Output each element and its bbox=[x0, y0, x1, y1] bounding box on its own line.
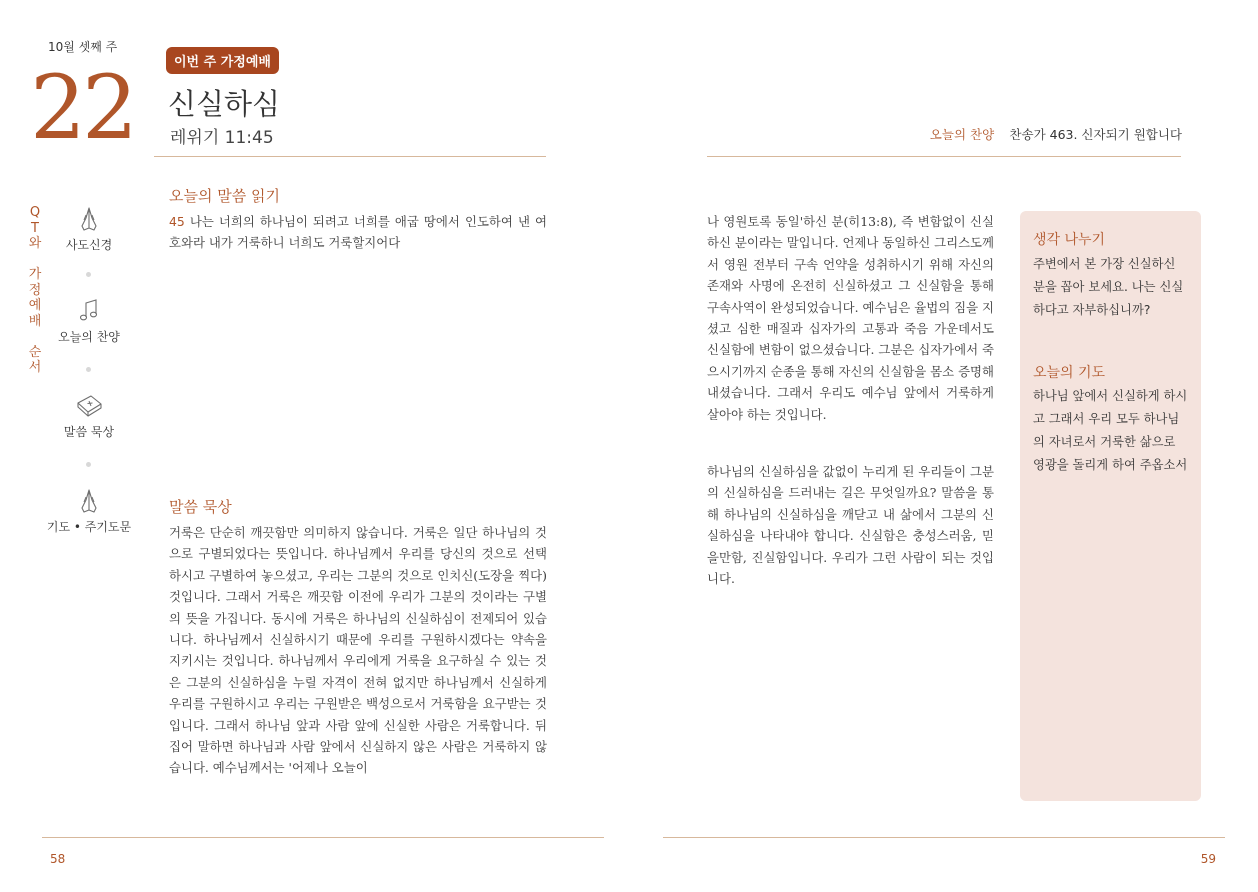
week-label: 10월 셋째 주 bbox=[48, 40, 118, 54]
reflection-side-box bbox=[1020, 211, 1201, 801]
nav-step-label: 말씀 묵상 bbox=[63, 425, 115, 439]
bible-icon bbox=[74, 392, 104, 420]
hymn-line bbox=[930, 124, 1182, 143]
reading-heading: 오늘의 말씀 읽기 bbox=[169, 187, 280, 205]
page-number-right: 59 bbox=[1200, 852, 1216, 866]
meditation-text: 거룩은 단순히 깨끗함만 의미하지 않습니다. 거룩은 일단 하나님의 것으로 구별되었다는 뜻입니다. 하나님께서 우리를 당신의 것으로 선택하시고 구별하여 놓으셨고, 우리는 그분의 것으로 인치신(도장을 찍다) 것입니다. 그래서 거룩은 깨끗함 이전에 우리가 그분의 것이라는 구별의 뜻을 가집니다. 동시에 거룩은 하나님의 신실하심이 전제되어 있습니다. 하나님께서 신실하시기 때문에 우리를 구원하시겠다는 약속을 지키시는 것입니다. 하나님께서 우리에게 거룩을 요구하실 수 있는 것은 그분의 신실하심을 누릴 자격이 전혀 없지만 하나님께서 신실하게 우리를 구원하시고 우리는 구원받은 백성으로서 거룩함을 요구받는 것입니다. 그래서 하나님 앞과 사람 앞에 신실한 사람은 거룩합니다. 뒤집어 말하면 하나님과 사람 앞에서 신실하지 않은 사람은 거룩하지 않습니다. 예수님께서는 '어제나 오늘이 bbox=[169, 525, 547, 776]
nav-step-prayer[interactable] bbox=[46, 487, 132, 535]
sharing-heading: 생각 나누기 bbox=[1033, 232, 1106, 248]
nav-step-hymn[interactable] bbox=[46, 297, 132, 345]
scripture-reference: 레위기 11:45 bbox=[170, 128, 274, 148]
nav-separator-dot bbox=[86, 462, 91, 467]
body-paragraph-2: 하나님의 신실하심을 값없이 누리게 된 우리들이 그분의 신실하심을 드러내는 길은 무엇일까요? 말씀을 통해 하나님의 신실하심을 깨닫고 내 삶에서 그분의 신실하심을 나타내야 합니다. 신실함은 충성스러움, 믿을만함, 진실함입니다. 우리가 그런 사람이 되는 것입니다. bbox=[707, 464, 994, 587]
music-note-icon bbox=[75, 297, 103, 325]
prayer-heading: 오늘의 기도 bbox=[1033, 365, 1106, 381]
body-paragraph-1: 나 영원토록 동일'하신 분(히13:8), 즉 변함없이 신실하신 분이라는 말입니다. 언제나 동일하신 그리스도께서 영원 전부터 구속 언약을 성취하시기 위해 자신의 존재와 사명에 온전히 신실하셨고 그 신실함을 통해 구속사역이 완성되었습니다. 예수님은 율법의 짐을 지셨고 심한 매질과 십자가의 고통과 죽음 가운데서도 신실함에 변함이 없으셨습니다. 그분은 십자가에서 죽으시기까지 순종을 통해 자신의 신실함을 몸소 증명해내셨습니다. 그래서 우리도 예수님 앞에서 거룩하게 살아야 하는 것입니다. bbox=[707, 214, 994, 422]
footer-divider bbox=[663, 837, 1225, 838]
weekly-worship-badge: 이번 주 가정예배 bbox=[166, 47, 279, 74]
day-number: 22 bbox=[30, 56, 134, 159]
nav-step-label: 기도 • 주기도문 bbox=[46, 520, 132, 534]
hymn-title: 찬송가 463. 신자되기 원합니다 bbox=[1009, 127, 1182, 142]
vertical-section-label: Q T 와 가 정 예 배 순 서 bbox=[28, 205, 42, 375]
nav-step-label: 오늘의 찬양 bbox=[58, 330, 120, 344]
praying-hands-icon bbox=[75, 205, 103, 233]
nav-separator-dot bbox=[86, 367, 91, 372]
header-divider bbox=[154, 156, 546, 157]
verse-number: 45 bbox=[169, 214, 185, 229]
page-title: 신실하심 bbox=[168, 87, 281, 121]
verse-text: 나는 너희의 하나님이 되려고 너희를 애굽 땅에서 인도하여 낸 여호와라 내가 거룩하니 너희도 거룩할지어다 bbox=[169, 214, 547, 251]
header-divider bbox=[707, 156, 1181, 157]
footer-divider bbox=[42, 837, 604, 838]
praying-hands-icon bbox=[75, 487, 103, 515]
verse-paragraph bbox=[169, 211, 547, 254]
sharing-text: 주변에서 본 가장 신실하신 분을 꼽아 보세요. 나는 신실하다고 자부하십니까? bbox=[1033, 257, 1184, 317]
prayer-text: 하나님 앞에서 신실하게 하시고 그래서 우리 모두 하나님의 자녀로서 거룩한 삶으로 영광을 돌리게 하여 주옵소서 bbox=[1033, 389, 1188, 472]
nav-step-creed[interactable] bbox=[46, 205, 132, 253]
meditation-heading: 말씀 묵상 bbox=[169, 498, 232, 516]
nav-separator-dot bbox=[86, 272, 91, 277]
page-number-left: 58 bbox=[50, 852, 66, 866]
nav-step-label: 사도신경 bbox=[65, 238, 113, 252]
nav-step-meditation[interactable] bbox=[46, 392, 132, 440]
hymn-label: 오늘의 찬양 bbox=[929, 127, 995, 142]
